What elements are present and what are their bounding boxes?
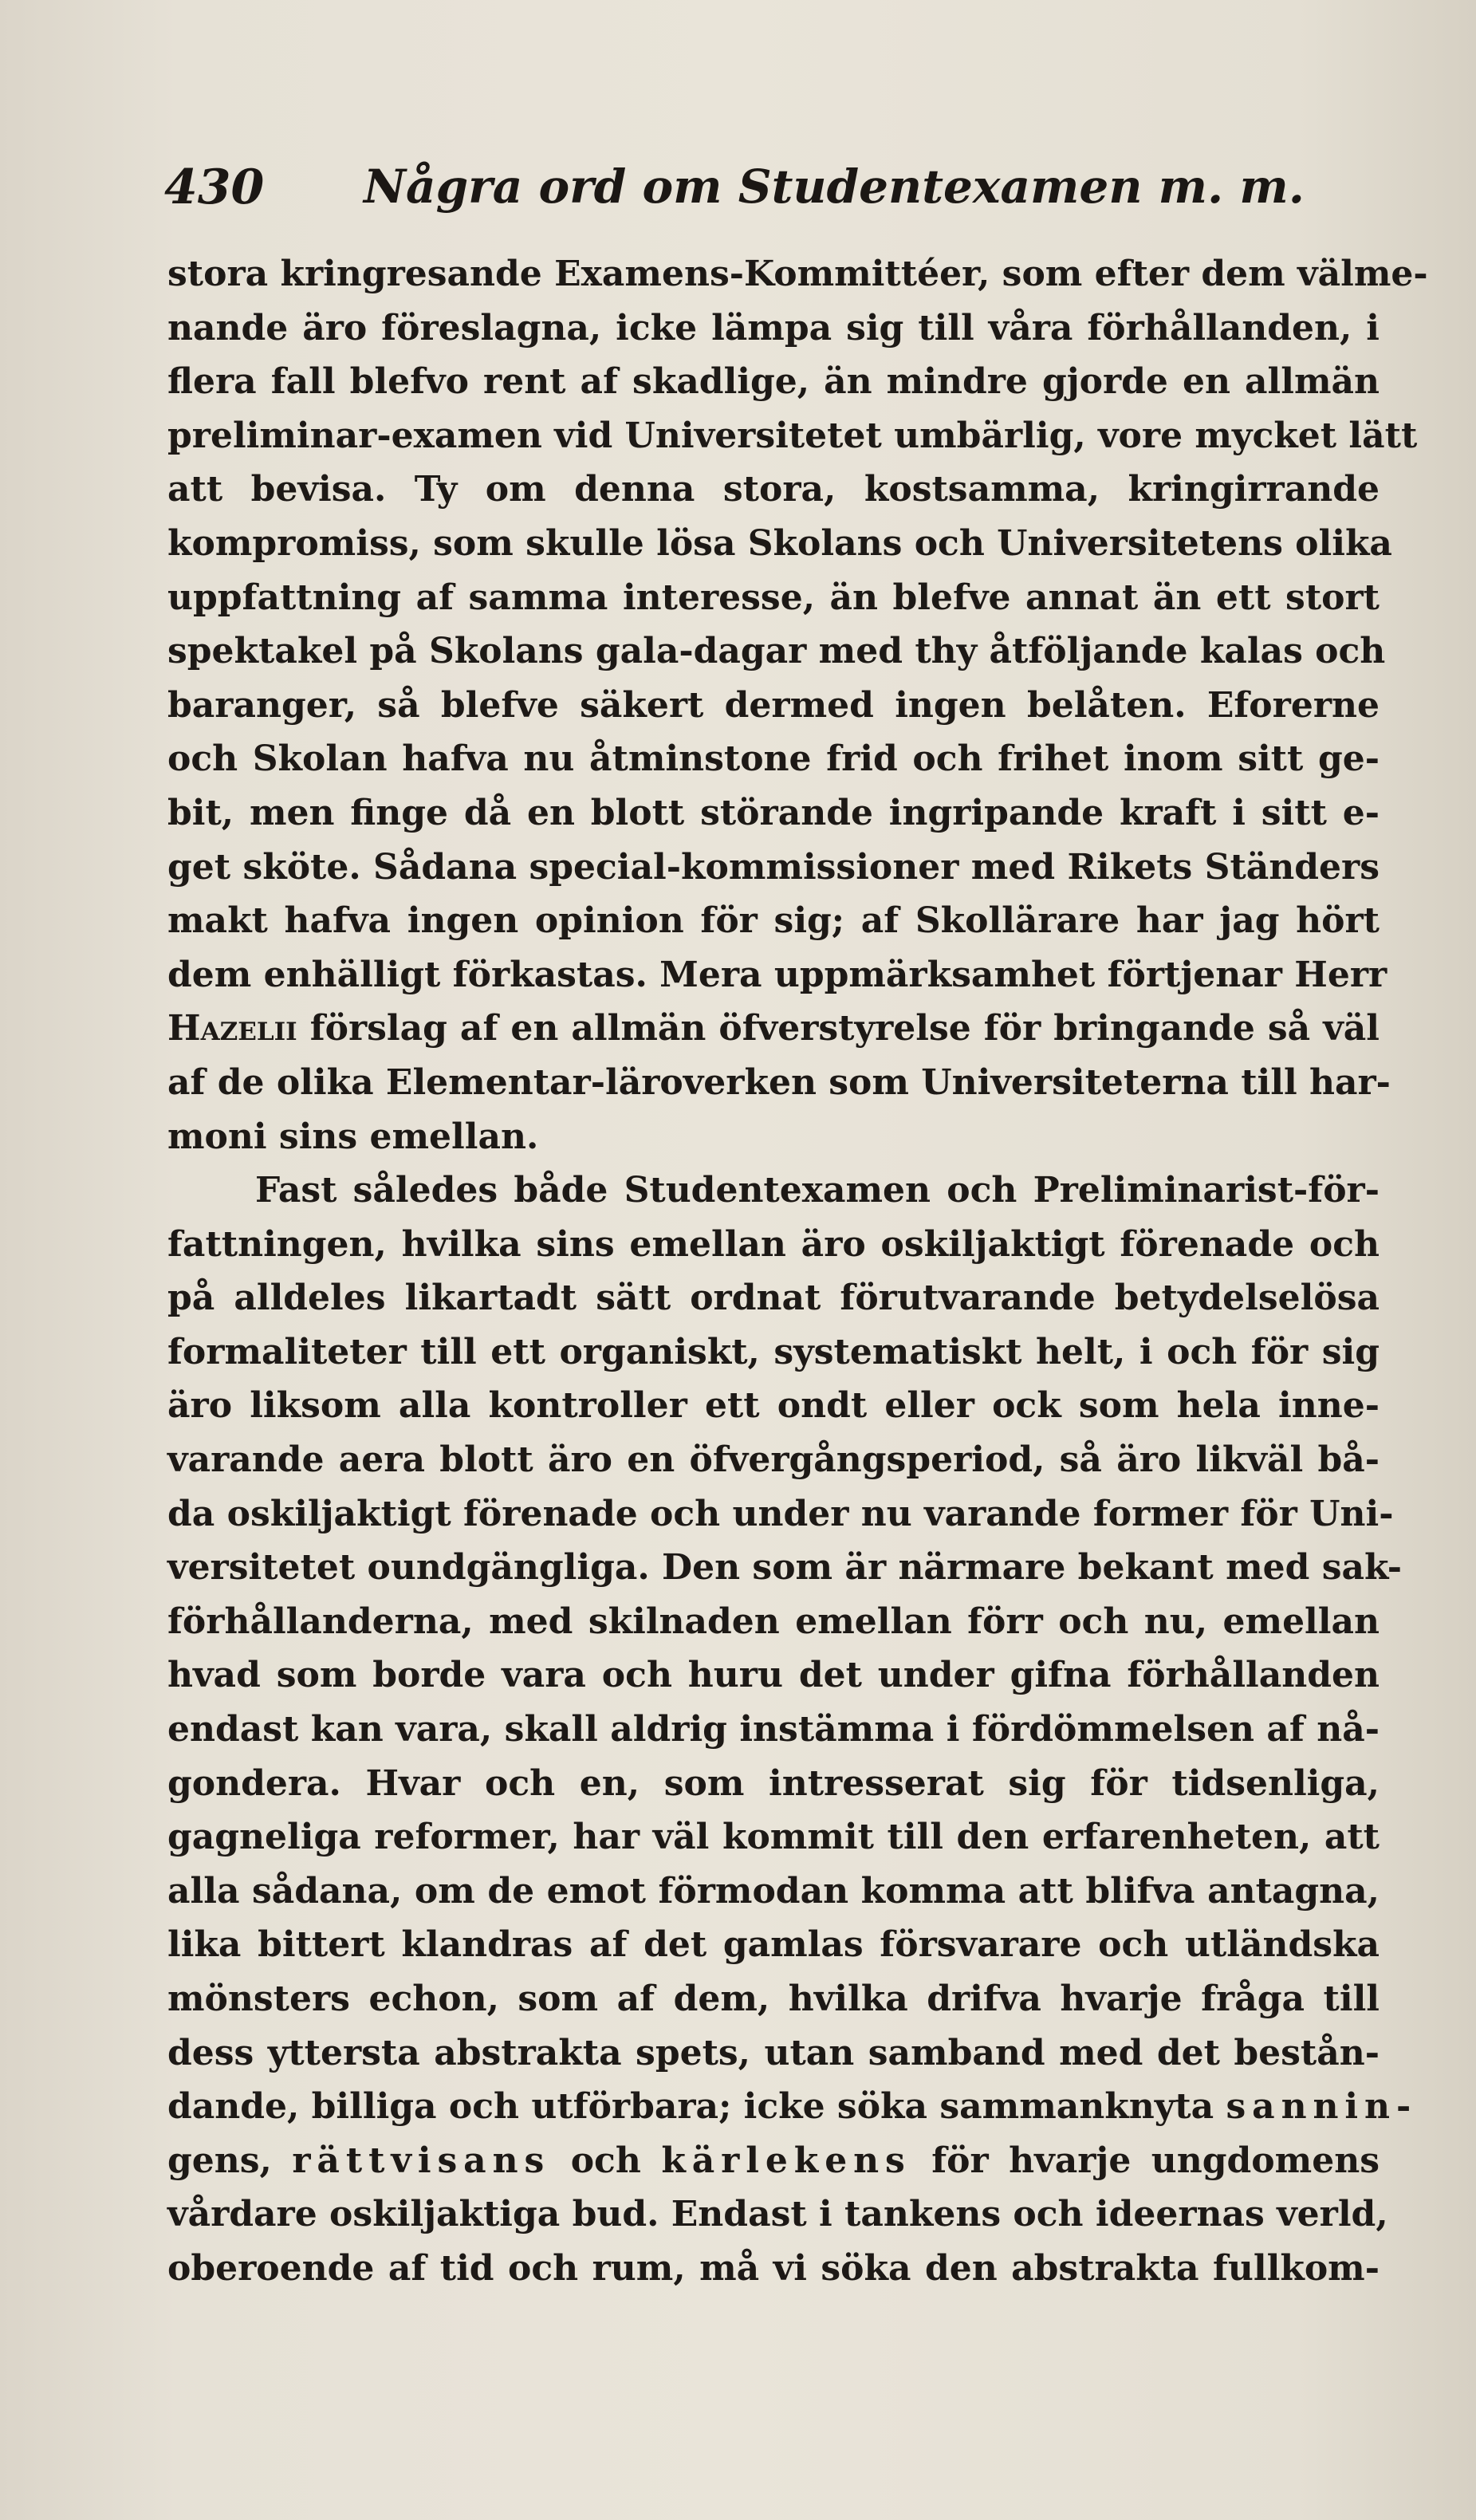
text-line: stora kringresande Examens-Kommittéer, som efter dem välme- bbox=[167, 254, 1428, 294]
body-text bbox=[167, 247, 1428, 2296]
text-line: gondera. Hvar och en, som intresserat sig för tidsenliga, bbox=[167, 1762, 1380, 1804]
text-line: dess yttersta abstrakta spets, utan samband med det bestån- bbox=[167, 2032, 1380, 2073]
text-line: spektakel på Skolans gala-dagar med thy åtföljande kalas och bbox=[167, 631, 1386, 672]
text-line: baranger, så blefve säkert dermed ingen belåten. Eforerne bbox=[167, 684, 1380, 726]
text-line: preliminar-examen vid Universitetet umbärlig, vore mycket lätt bbox=[167, 415, 1418, 456]
text-line-remainder: förslag af en allmän öfverstyrelse för bringande så väl bbox=[309, 1008, 1380, 1049]
spaced-word-love: kärlekens bbox=[661, 2140, 911, 2181]
page-number: 430 bbox=[164, 159, 265, 215]
page-header bbox=[164, 159, 1392, 215]
text-line: varande aera blott äro en öfvergångsperiod, så äro likväl bå- bbox=[167, 1439, 1380, 1481]
text-line: flera fall blefvo rent af skadlige, än mindre gjorde en allmän bbox=[167, 361, 1380, 403]
text-line: nande äro föreslagna, icke lämpa sig till våra förhållanden, i bbox=[167, 307, 1380, 348]
text-line-start: dande, billiga och utförbara; icke söka sammanknyta bbox=[167, 2086, 1214, 2128]
text-line: oberoende af tid och rum, må vi söka den abstrakta fullkom- bbox=[167, 2247, 1380, 2289]
text-line: mönsters echon, som af dem, hvilka drifva hvarje fråga till bbox=[167, 1979, 1380, 2019]
text-line: kompromiss, som skulle lösa Skolans och Universitetens olika bbox=[167, 522, 1392, 564]
text-line: da oskiljaktigt förenade och under nu varande former för Uni- bbox=[167, 1493, 1394, 1534]
text-line: förhållanderna, med skilnaden emellan förr och nu, emellan bbox=[167, 1601, 1380, 1642]
text-fragment-end: för hvarje ungdomens bbox=[931, 2140, 1380, 2181]
text-line: och Skolan hafva nu åtminstone frid och frihet inom sitt ge- bbox=[167, 738, 1380, 780]
text-fragment-gens: gens, bbox=[167, 2140, 272, 2181]
text-line-paragraph-end: moni sins emellan. bbox=[167, 1116, 539, 1157]
text-line: att bevisa. Ty om denna stora, kostsamma, kringirrande bbox=[167, 469, 1380, 510]
text-line: vårdare oskiljaktiga bud. Endast i tankens och ideernas verld, bbox=[167, 2194, 1388, 2235]
text-line-with-spaced-word bbox=[167, 2080, 1418, 2134]
text-line: på alldeles likartadt sätt ordnat förutvarande betydelselösa bbox=[167, 1278, 1380, 1319]
text-fragment-och: och bbox=[570, 2140, 641, 2181]
text-line: get sköte. Sådana special-kommissioner med Rikets Ständers bbox=[167, 846, 1380, 888]
running-title: Några ord om Studentexamen m. m. bbox=[364, 159, 1305, 214]
text-line: hvad som borde vara och huru det under gifna förhållanden bbox=[167, 1655, 1380, 1696]
text-line: gagneliga reformer, har väl kommit till den erfarenheten, att bbox=[167, 1817, 1380, 1858]
text-line: formaliteter till ett organiskt, systematiskt helt, i och för sig bbox=[167, 1331, 1380, 1372]
text-line-paragraph-start: Fast således både Studentexamen och Preliminarist-för- bbox=[255, 1170, 1380, 1211]
text-line: lika bittert klandras af det gamlas försvarare och utländska bbox=[167, 1924, 1380, 1966]
text-line: endast kan vara, skall aldrig instämma i fördömmelsen af nå- bbox=[167, 1709, 1380, 1750]
text-line: dem enhälligt förkastas. Mera uppmärksamhet förtjenar Herr bbox=[167, 954, 1387, 995]
text-line: fattningen, hvilka sins emellan äro oskiljaktigt förenade och bbox=[167, 1223, 1380, 1265]
spaced-word-justice: rättvisans bbox=[292, 2140, 551, 2181]
spaced-word-truth: sannin- bbox=[1226, 2086, 1418, 2128]
text-line-with-spaced-words bbox=[167, 2134, 1380, 2188]
author-name-hazelii: Hazelii bbox=[167, 1008, 297, 1049]
text-line: äro liksom alla kontroller ett ondt eller ock som hela inne- bbox=[167, 1385, 1380, 1427]
text-line-with-name bbox=[167, 1002, 1380, 1056]
text-line: makt hafva ingen opinion för sig; af Skollärare har jag hört bbox=[167, 900, 1380, 942]
text-line: uppfattning af samma interesse, än blefve annat än ett stort bbox=[167, 577, 1380, 618]
text-line: af de olika Elementar-läroverken som Universiteterna till har- bbox=[167, 1061, 1391, 1103]
text-line: versitetet oundgängliga. Den som är närmare bekant med sak- bbox=[167, 1547, 1402, 1589]
text-line: bit, men finge då en blott störande ingripande kraft i sitt e- bbox=[167, 792, 1380, 833]
text-line: alla sådana, om de emot förmodan komma att blifva antagna, bbox=[167, 1870, 1380, 1912]
